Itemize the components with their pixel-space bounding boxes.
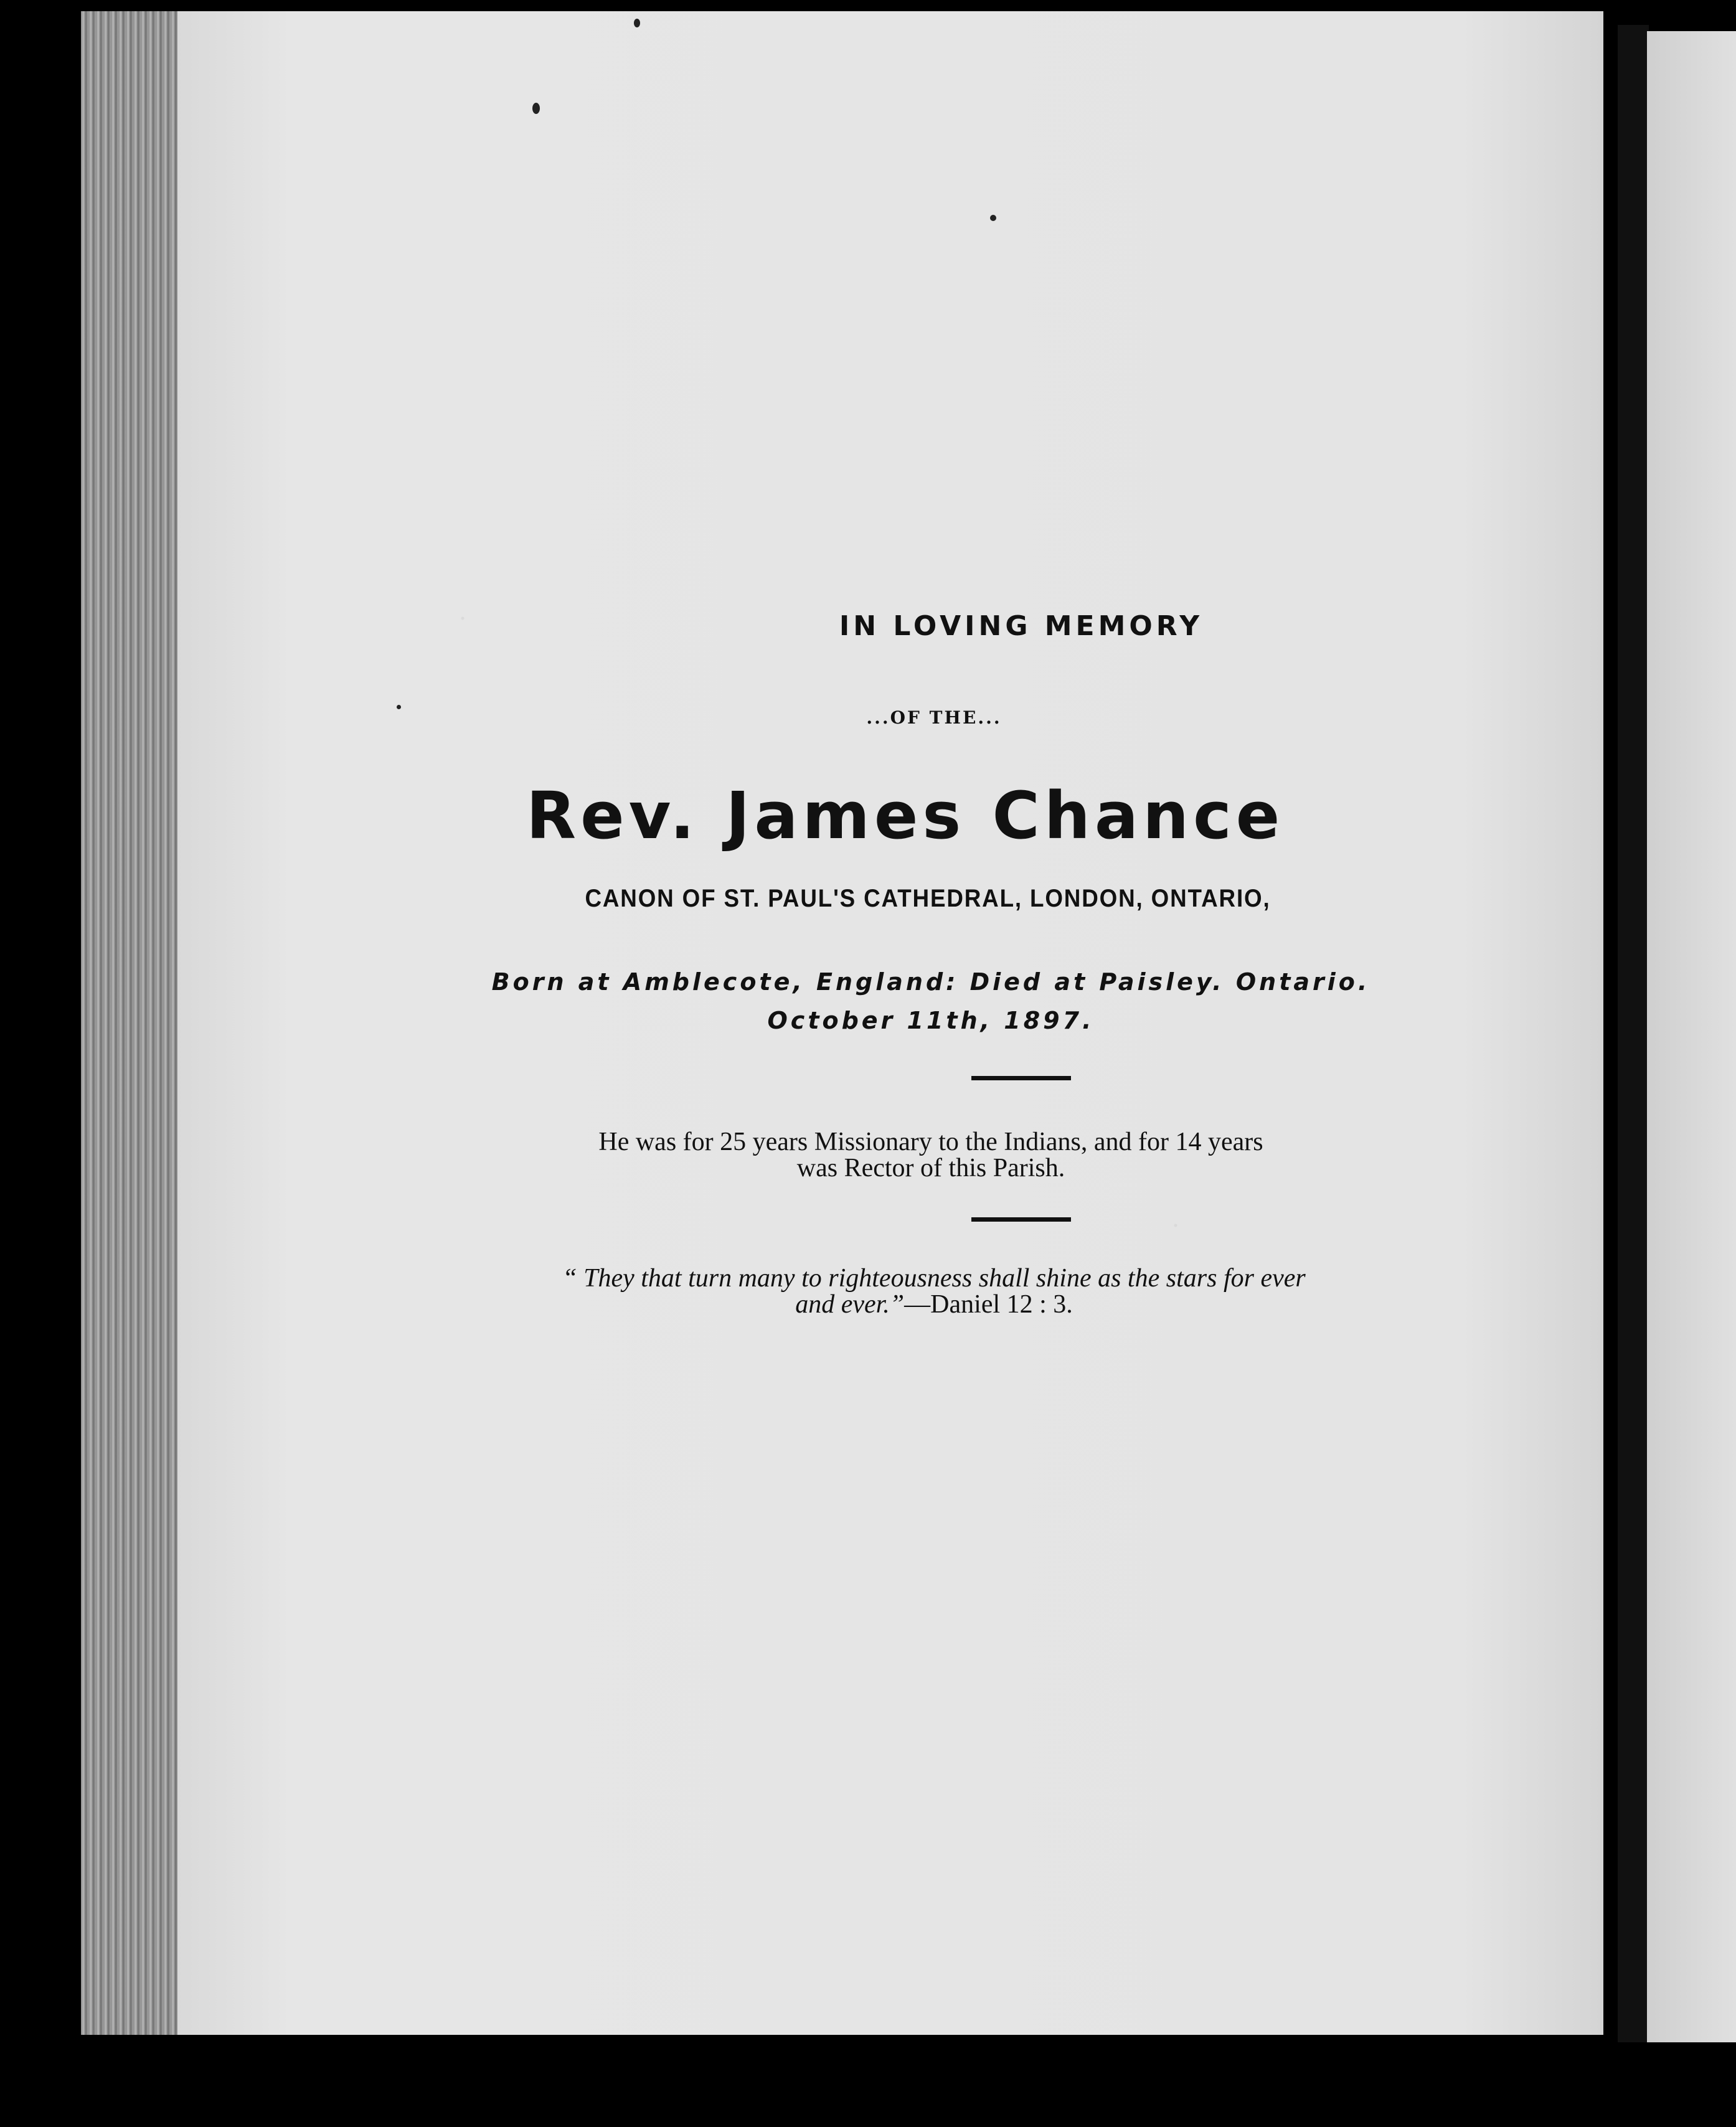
birth-death-line xyxy=(258,963,1603,1040)
of-the-line: ...OF THE... xyxy=(866,707,1002,728)
deceased-name: Rev. James Chance xyxy=(526,778,1285,854)
scripture-quote xyxy=(265,1265,1603,1318)
memorial-text xyxy=(177,610,1603,1318)
memorial-heading: IN LOVING MEMORY xyxy=(839,610,1204,642)
birth-death-places: Born at Amblecote, England: Died at Paisley. Ontario. xyxy=(491,968,1370,996)
quote-line: “ They that turn many to righteousness shall shine as the stars for ever xyxy=(562,1264,1306,1293)
paper-speck xyxy=(634,19,640,27)
paper-speck xyxy=(532,103,540,114)
quote-line-end xyxy=(265,1291,1603,1318)
service-line: was Rector of this Parish. xyxy=(796,1154,1065,1182)
divider-rule xyxy=(971,1217,1071,1222)
book-page-edge xyxy=(81,11,181,2035)
adjacent-page-edge xyxy=(1647,31,1736,2042)
service-text xyxy=(258,1129,1603,1181)
page-gutter xyxy=(1618,25,1649,2042)
divider-rule xyxy=(971,1076,1071,1080)
death-date: October 11th, 1897. xyxy=(767,1007,1095,1034)
quote-ending: and ever.” xyxy=(795,1290,905,1319)
service-line: He was for 25 years Missionary to the Indians, and for 14 years xyxy=(598,1128,1263,1156)
paper-speck xyxy=(990,215,996,221)
canon-title: CANON OF ST. PAUL'S CATHEDRAL, LONDON, ONTARIO, xyxy=(585,885,1271,912)
quote-citation: —Daniel 12 : 3. xyxy=(904,1290,1073,1319)
